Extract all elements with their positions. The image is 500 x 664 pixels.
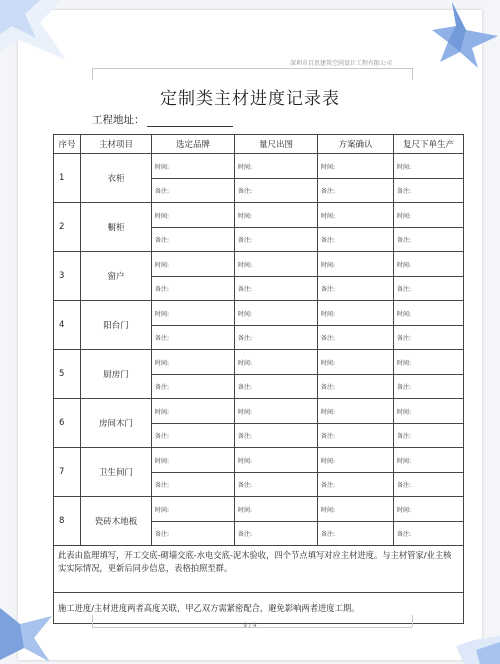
material-item: 窗户 bbox=[81, 252, 152, 301]
remark-cell[interactable]: 备注: bbox=[394, 179, 464, 203]
row-number: 8 bbox=[54, 497, 81, 546]
time-cell[interactable]: 时间: bbox=[394, 448, 464, 473]
material-item: 阳台门 bbox=[81, 301, 152, 350]
remark-cell[interactable]: 备注: bbox=[152, 277, 235, 301]
column-header: 量尺出图 bbox=[235, 135, 318, 154]
remark-cell[interactable]: 备注: bbox=[152, 375, 235, 399]
time-cell[interactable]: 时间: bbox=[235, 497, 318, 522]
header-rule bbox=[92, 68, 412, 69]
table-note-row bbox=[54, 546, 464, 593]
table-row bbox=[54, 252, 464, 277]
time-cell[interactable]: 时间: bbox=[394, 497, 464, 522]
address-field bbox=[92, 112, 233, 127]
time-cell[interactable]: 时间: bbox=[152, 203, 235, 228]
time-cell[interactable]: 时间: bbox=[394, 154, 464, 179]
table-row bbox=[54, 350, 464, 375]
row-number: 3 bbox=[54, 252, 81, 301]
time-cell[interactable]: 时间: bbox=[235, 448, 318, 473]
remark-cell[interactable]: 备注: bbox=[318, 326, 394, 350]
table-header-row bbox=[54, 135, 464, 154]
time-cell[interactable]: 时间: bbox=[152, 350, 235, 375]
material-item: 厨房门 bbox=[81, 350, 152, 399]
remark-cell[interactable]: 备注: bbox=[318, 277, 394, 301]
remark-cell[interactable]: 备注: bbox=[394, 326, 464, 350]
remark-cell[interactable]: 备注: bbox=[318, 424, 394, 448]
row-number: 7 bbox=[54, 448, 81, 497]
column-header: 复尺下单生产 bbox=[394, 135, 464, 154]
time-cell[interactable]: 时间: bbox=[152, 301, 235, 326]
time-cell[interactable]: 时间: bbox=[318, 497, 394, 522]
time-cell[interactable]: 时间: bbox=[394, 399, 464, 424]
time-cell[interactable]: 时间: bbox=[152, 252, 235, 277]
time-cell[interactable]: 时间: bbox=[235, 154, 318, 179]
remark-cell[interactable]: 备注: bbox=[152, 424, 235, 448]
material-item: 瓷砖木地板 bbox=[81, 497, 152, 546]
time-cell[interactable]: 时间: bbox=[235, 350, 318, 375]
table-row bbox=[54, 399, 464, 424]
remark-cell[interactable]: 备注: bbox=[235, 326, 318, 350]
time-cell[interactable]: 时间: bbox=[318, 203, 394, 228]
column-header: 主材项目 bbox=[81, 135, 152, 154]
remark-cell[interactable]: 备注: bbox=[394, 424, 464, 448]
time-cell[interactable]: 时间: bbox=[318, 154, 394, 179]
remark-cell[interactable]: 备注: bbox=[394, 375, 464, 399]
table-row bbox=[54, 154, 464, 179]
remark-cell[interactable]: 备注: bbox=[318, 375, 394, 399]
time-cell[interactable]: 时间: bbox=[318, 301, 394, 326]
remark-cell[interactable]: 备注: bbox=[152, 228, 235, 252]
table-row bbox=[54, 448, 464, 473]
address-blank bbox=[147, 115, 233, 127]
time-cell[interactable]: 时间: bbox=[152, 154, 235, 179]
column-header: 序号 bbox=[54, 135, 81, 154]
column-header: 选定品牌 bbox=[152, 135, 235, 154]
material-item: 衣柜 bbox=[81, 154, 152, 203]
table-note-row bbox=[54, 593, 464, 624]
column-header: 方案确认 bbox=[318, 135, 394, 154]
time-cell[interactable]: 时间: bbox=[394, 350, 464, 375]
remark-cell[interactable]: 备注: bbox=[235, 522, 318, 546]
remark-cell[interactable]: 备注: bbox=[152, 473, 235, 497]
row-number: 5 bbox=[54, 350, 81, 399]
star-decoration-icon bbox=[446, 636, 500, 664]
remark-cell[interactable]: 备注: bbox=[394, 522, 464, 546]
remark-cell[interactable]: 备注: bbox=[394, 228, 464, 252]
remark-cell[interactable]: 备注: bbox=[318, 522, 394, 546]
time-cell[interactable]: 时间: bbox=[235, 203, 318, 228]
time-cell[interactable]: 时间: bbox=[318, 350, 394, 375]
remark-cell[interactable]: 备注: bbox=[235, 375, 318, 399]
remark-cell[interactable]: 备注: bbox=[394, 277, 464, 301]
instruction-note: 此表由监理填写，开工交底-砌墙交底-水电交底-泥木验收，四个节点填写对应主材进度。与主材管家/业主核实实际情况，更新后同步信息，表格拍照至群。 bbox=[54, 546, 464, 593]
time-cell[interactable]: 时间: bbox=[152, 448, 235, 473]
time-cell[interactable]: 时间: bbox=[152, 399, 235, 424]
material-item: 卫生间门 bbox=[81, 448, 152, 497]
material-item: 房间木门 bbox=[81, 399, 152, 448]
remark-cell[interactable]: 备注: bbox=[394, 473, 464, 497]
row-number: 1 bbox=[54, 154, 81, 203]
time-cell[interactable]: 时间: bbox=[394, 203, 464, 228]
time-cell[interactable]: 时间: bbox=[394, 252, 464, 277]
remark-cell[interactable]: 备注: bbox=[235, 473, 318, 497]
row-number: 4 bbox=[54, 301, 81, 350]
table-row bbox=[54, 301, 464, 326]
remark-cell[interactable]: 备注: bbox=[152, 326, 235, 350]
row-number: 2 bbox=[54, 203, 81, 252]
header-rule bbox=[92, 68, 93, 80]
row-number: 6 bbox=[54, 399, 81, 448]
time-cell[interactable]: 时间: bbox=[318, 448, 394, 473]
remark-cell[interactable]: 备注: bbox=[235, 424, 318, 448]
header-rule bbox=[412, 68, 413, 80]
progress-table bbox=[53, 134, 464, 624]
page-title: 定制类主材进度记录表 bbox=[160, 89, 340, 109]
time-cell[interactable]: 时间: bbox=[318, 399, 394, 424]
table-row bbox=[54, 203, 464, 228]
material-item: 橱柜 bbox=[81, 203, 152, 252]
time-cell[interactable]: 时间: bbox=[235, 301, 318, 326]
remark-cell[interactable]: 备注: bbox=[318, 179, 394, 203]
address-label: 工程地址： bbox=[92, 114, 145, 126]
remark-cell[interactable]: 备注: bbox=[318, 228, 394, 252]
remark-cell[interactable]: 备注: bbox=[235, 277, 318, 301]
time-cell[interactable]: 时间: bbox=[152, 497, 235, 522]
remark-cell[interactable]: 备注: bbox=[318, 473, 394, 497]
page-number: 9 / 4 bbox=[243, 622, 257, 629]
star-decoration-icon bbox=[0, 0, 72, 68]
company-name: 深圳市百思建筑空间设计工程有限公司 bbox=[290, 60, 393, 67]
time-cell[interactable]: 时间: bbox=[394, 301, 464, 326]
star-decoration-icon bbox=[430, 0, 500, 70]
time-cell[interactable]: 时间: bbox=[235, 252, 318, 277]
remark-cell[interactable]: 备注: bbox=[152, 522, 235, 546]
remark-cell[interactable]: 备注: bbox=[235, 179, 318, 203]
table-row bbox=[54, 497, 464, 522]
coordination-note: 施工进度/主材进度两者高度关联，甲乙双方需紧密配合，避免影响两者进度工期。 bbox=[54, 593, 464, 624]
remark-cell[interactable]: 备注: bbox=[235, 228, 318, 252]
time-cell[interactable]: 时间: bbox=[235, 399, 318, 424]
time-cell[interactable]: 时间: bbox=[318, 252, 394, 277]
remark-cell[interactable]: 备注: bbox=[152, 179, 235, 203]
